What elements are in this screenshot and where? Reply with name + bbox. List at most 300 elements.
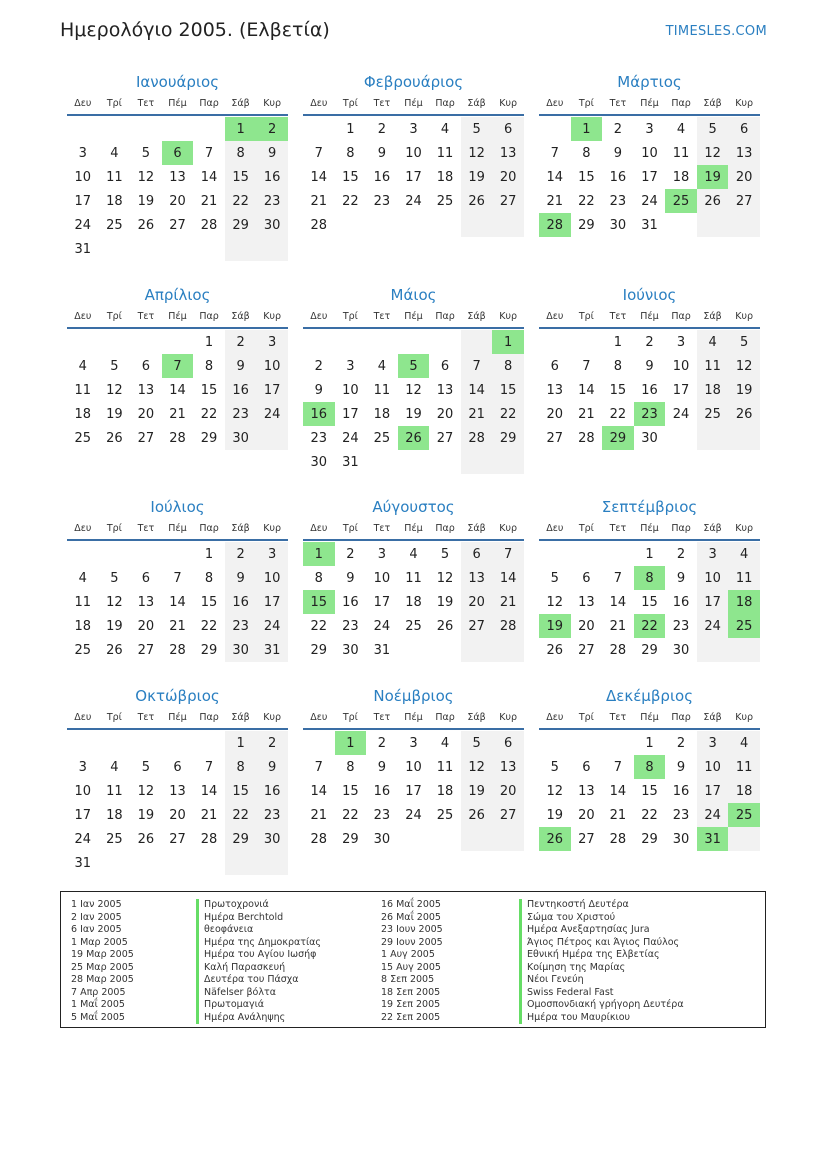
day-cell: 6	[440, 358, 450, 374]
day-cell: 25	[665, 189, 697, 213]
day-cell: 2	[314, 358, 323, 374]
day-cell: 16	[373, 169, 391, 185]
weekday-label: Πέμ	[168, 98, 187, 109]
legend-holiday-name: Swiss Federal Fast	[519, 987, 684, 1000]
empty-cell	[303, 117, 335, 141]
day-cell: 24	[74, 831, 92, 847]
day-grid	[303, 542, 524, 662]
day-cell: 7	[162, 354, 194, 378]
day-cell: 5	[440, 546, 450, 562]
day-cell: 9	[676, 759, 686, 775]
legend-date: 29 Ιουν 2005	[381, 936, 443, 948]
day-cell: 9	[346, 570, 355, 586]
month-block	[67, 685, 288, 875]
day-cell: 15	[200, 594, 218, 610]
empty-cell	[256, 851, 288, 875]
weekday-label: Τετ	[373, 712, 391, 723]
legend-holiday-name: Ομοσπονδιακή γρήγορη Δευτέρα	[519, 999, 684, 1012]
weekday-label: Παρ	[199, 98, 219, 109]
weekday-label: Δευ	[310, 98, 328, 109]
empty-cell	[398, 213, 430, 237]
month-name: Δεκέμβριος	[605, 687, 693, 705]
legend-date: 19 Μαρ 2005	[71, 949, 134, 960]
legend-date: 6 Ιαν 2005	[71, 924, 122, 935]
day-cell: 19	[728, 378, 760, 402]
month-name: Ιανουάριος	[135, 73, 219, 91]
weekday-label: Παρ	[671, 523, 691, 534]
day-cell: 26	[106, 430, 123, 446]
day-cell: 21	[578, 406, 595, 422]
weekday-label: Κυρ	[263, 523, 282, 534]
day-grid	[539, 117, 760, 237]
legend-date: 7 Απρ 2005	[71, 986, 126, 998]
day-cell: 14	[310, 783, 328, 799]
day-cell: 9	[377, 759, 387, 775]
empty-cell	[429, 827, 461, 851]
weekday-label: Κυρ	[735, 712, 754, 723]
day-cell: 16	[641, 382, 658, 398]
day-cell: 14	[169, 382, 186, 398]
day-cell: 9	[256, 141, 288, 165]
empty-cell	[492, 827, 524, 851]
day-cell: 23	[609, 193, 627, 209]
page-title: Ημερολόγιο 2005. (Ελβετία)	[60, 19, 330, 41]
legend-date-column	[381, 899, 443, 1024]
day-cell: 25	[728, 614, 760, 638]
legend-date: 1 Μαΐ 2005	[71, 999, 125, 1010]
day-cell: 30	[225, 638, 257, 662]
weekday-label: Σάβ	[703, 712, 722, 723]
legend-date: 2 Ιαν 2005	[71, 911, 122, 923]
holiday-legend	[60, 891, 766, 1028]
day-cell: 8	[492, 354, 524, 378]
day-cell: 5	[728, 330, 760, 354]
day-cell: 12	[106, 594, 123, 610]
legend-date: 26 Μαΐ 2005	[381, 911, 441, 923]
day-cell: 22	[492, 402, 524, 426]
month-block	[303, 71, 524, 237]
weekday-label: Κυρ	[263, 311, 282, 322]
day-cell: 3	[78, 145, 87, 161]
day-cell: 3	[645, 121, 654, 137]
day-cell: 7	[204, 145, 214, 161]
weekday-label: Τετ	[609, 311, 627, 322]
legend-date: 8 Σεπ 2005	[381, 974, 435, 985]
day-cell: 15	[609, 382, 627, 398]
day-cell: 13	[461, 566, 493, 590]
day-cell: 30	[641, 430, 658, 446]
day-cell: 24	[74, 217, 92, 233]
day-cell: 2	[645, 334, 654, 350]
weekday-label: Κυρ	[499, 311, 518, 322]
day-cell: 12	[137, 169, 155, 185]
day-cell: 25	[728, 803, 760, 827]
day-cell: 19	[137, 807, 155, 823]
day-cell: 24	[672, 406, 690, 422]
empty-cell	[99, 731, 131, 755]
day-cell: 28	[609, 642, 627, 658]
day-cell: 20	[578, 807, 595, 823]
day-cell: 2	[676, 546, 686, 562]
weekday-label: Δευ	[546, 98, 564, 109]
day-grid	[539, 542, 760, 662]
day-cell: 4	[440, 735, 450, 751]
day-cell: 18	[436, 783, 454, 799]
day-cell: 11	[74, 594, 92, 610]
day-cell: 26	[461, 189, 493, 213]
weekday-label: Πέμ	[404, 311, 423, 322]
empty-cell	[130, 237, 162, 261]
day-cell: 26	[137, 831, 155, 847]
empty-cell	[162, 237, 194, 261]
day-cell: 31	[74, 855, 92, 871]
day-cell: 10	[697, 755, 729, 779]
legend-holiday-name: Νέοι Γενεύη	[519, 974, 684, 987]
empty-cell	[665, 213, 697, 237]
weekday-label: Πέμ	[640, 523, 659, 534]
day-cell: 21	[169, 406, 186, 422]
day-cell: 12	[106, 382, 123, 398]
day-cell: 24	[697, 614, 729, 638]
day-cell: 3	[78, 759, 87, 775]
day-cell: 16	[225, 378, 257, 402]
day-cell: 29	[641, 831, 658, 847]
day-cell: 19	[436, 594, 454, 610]
empty-cell	[130, 330, 162, 354]
header-rule	[67, 539, 288, 541]
empty-cell	[539, 542, 571, 566]
legend-holiday-name: Πρωτοχρονιά	[196, 899, 321, 912]
empty-cell	[256, 426, 288, 450]
day-cell: 14	[461, 378, 493, 402]
day-cell: 20	[461, 590, 493, 614]
day-cell: 8	[346, 759, 355, 775]
weekday-label: Τρί	[342, 523, 358, 534]
header-rule	[67, 728, 288, 730]
empty-cell	[461, 827, 493, 851]
day-cell: 2	[377, 735, 387, 751]
day-cell: 9	[225, 566, 257, 590]
empty-cell	[225, 851, 257, 875]
day-cell: 10	[697, 566, 729, 590]
empty-cell	[728, 827, 760, 851]
weekday-label: Τρί	[578, 523, 594, 534]
day-cell: 1	[204, 546, 214, 562]
weekday-label: Σάβ	[231, 98, 250, 109]
empty-cell	[398, 450, 430, 474]
day-cell: 8	[225, 755, 257, 779]
month-block	[67, 71, 288, 261]
weekday-label: Πέμ	[168, 523, 187, 534]
day-cell: 29	[225, 213, 257, 237]
empty-cell	[225, 237, 257, 261]
day-cell: 23	[672, 807, 690, 823]
day-cell: 10	[342, 382, 359, 398]
day-cell: 17	[405, 783, 422, 799]
day-cell: 8	[204, 358, 214, 374]
day-cell: 14	[169, 594, 186, 610]
day-cell: 8	[634, 566, 666, 590]
legend-holiday-name: Ημέρα του Μαυρίκιου	[519, 1012, 684, 1025]
weekday-label: Πέμ	[404, 712, 423, 723]
weekday-label: Παρ	[671, 311, 691, 322]
weekday-label: Τρί	[106, 98, 122, 109]
month-block	[67, 284, 288, 450]
day-grid	[303, 731, 524, 851]
day-grid	[67, 731, 288, 875]
day-cell: 5	[550, 570, 559, 586]
day-cell: 18	[728, 590, 760, 614]
day-cell: 18	[436, 169, 454, 185]
empty-cell	[728, 213, 760, 237]
day-cell: 17	[342, 406, 359, 422]
empty-cell	[162, 731, 194, 755]
empty-cell	[99, 117, 131, 141]
day-cell: 9	[225, 354, 257, 378]
day-cell: 16	[342, 594, 359, 610]
weekday-label: Τετ	[137, 523, 155, 534]
legend-holiday-name: Δευτέρα του Πάσχα	[196, 974, 321, 987]
day-cell: 19	[546, 807, 564, 823]
day-cell: 28	[310, 831, 328, 847]
day-cell: 12	[137, 783, 155, 799]
day-cell: 21	[169, 618, 186, 634]
day-cell: 28	[310, 217, 328, 233]
weekday-label: Παρ	[199, 311, 219, 322]
month-name: Σεπτέμβριος	[601, 498, 698, 516]
day-cell: 2	[613, 121, 623, 137]
day-cell: 15	[225, 165, 257, 189]
empty-cell	[697, 638, 729, 662]
month-name: Οκτώβριος	[135, 687, 220, 705]
day-cell: 9	[676, 570, 686, 586]
day-cell: 16	[303, 402, 335, 426]
brand-link[interactable]: TIMESLES.COM	[665, 24, 767, 39]
day-cell: 7	[550, 145, 559, 161]
weekday-label: Τετ	[137, 98, 155, 109]
day-cell: 24	[256, 614, 288, 638]
day-cell: 17	[405, 169, 422, 185]
empty-cell	[539, 330, 571, 354]
day-cell: 12	[461, 141, 493, 165]
header-rule	[539, 327, 760, 329]
day-grid	[67, 330, 288, 450]
empty-cell	[429, 450, 461, 474]
legend-holiday-name: θεοφάνεια	[196, 924, 321, 937]
day-cell: 11	[728, 755, 760, 779]
weekday-label: Τετ	[609, 523, 627, 534]
empty-cell	[429, 213, 461, 237]
day-cell: 11	[728, 566, 760, 590]
day-cell: 4	[697, 330, 729, 354]
weekday-header	[303, 518, 524, 539]
empty-cell	[571, 542, 603, 566]
empty-cell	[67, 117, 99, 141]
day-cell: 18	[697, 378, 729, 402]
day-cell: 20	[137, 618, 155, 634]
weekday-label: Πέμ	[640, 98, 659, 109]
day-cell: 9	[645, 358, 654, 374]
day-cell: 16	[256, 779, 288, 803]
day-cell: 20	[169, 193, 186, 209]
month-block	[303, 284, 524, 474]
day-cell: 8	[225, 141, 257, 165]
day-cell: 27	[137, 430, 155, 446]
legend-date: 16 Μαΐ 2005	[381, 899, 441, 910]
day-cell: 19	[461, 165, 493, 189]
day-cell: 7	[613, 759, 623, 775]
day-cell: 14	[578, 382, 595, 398]
month-block	[539, 685, 760, 851]
weekday-label: Σάβ	[467, 311, 486, 322]
day-cell: 2	[377, 121, 387, 137]
day-cell: 23	[672, 618, 690, 634]
day-cell: 5	[550, 759, 559, 775]
empty-cell	[571, 731, 603, 755]
day-cell: 7	[492, 542, 524, 566]
day-cell: 13	[436, 382, 454, 398]
day-cell: 4	[409, 546, 418, 562]
day-cell: 26	[436, 618, 454, 634]
legend-date: 5 Μαΐ 2005	[71, 1011, 125, 1023]
day-cell: 4	[676, 121, 686, 137]
weekday-header	[539, 707, 760, 728]
empty-cell	[461, 638, 493, 662]
weekday-label: Τρί	[106, 311, 122, 322]
day-cell: 10	[74, 783, 92, 799]
day-cell: 23	[373, 193, 391, 209]
legend-date-column	[71, 899, 134, 1024]
day-cell: 18	[728, 779, 760, 803]
day-cell: 29	[641, 642, 658, 658]
day-cell: 30	[672, 642, 690, 658]
day-cell: 1	[571, 117, 603, 141]
empty-cell	[366, 213, 398, 237]
day-cell: 11	[74, 382, 92, 398]
weekday-label: Τετ	[373, 98, 391, 109]
day-cell: 1	[225, 117, 257, 141]
day-cell: 5	[697, 117, 729, 141]
legend-holiday-name: Εθνική Ημέρα της Ελβετίας	[519, 949, 684, 962]
weekday-label: Σάβ	[231, 311, 250, 322]
day-cell: 6	[141, 358, 151, 374]
day-cell: 13	[169, 169, 186, 185]
weekday-label: Κυρ	[735, 98, 754, 109]
day-cell: 11	[697, 354, 729, 378]
empty-cell	[335, 213, 367, 237]
day-cell: 27	[492, 189, 524, 213]
day-cell: 23	[634, 402, 666, 426]
weekday-label: Σάβ	[231, 712, 250, 723]
day-cell: 23	[342, 618, 359, 634]
legend-name-column	[519, 899, 684, 1024]
day-cell: 28	[169, 642, 186, 658]
day-cell: 15	[578, 169, 595, 185]
day-grid	[539, 731, 760, 851]
day-cell: 2	[676, 735, 686, 751]
day-cell: 26	[398, 426, 430, 450]
day-cell: 3	[409, 735, 418, 751]
weekday-label: Τετ	[373, 311, 391, 322]
weekday-label: Πέμ	[168, 712, 187, 723]
day-cell: 15	[225, 779, 257, 803]
day-cell: 6	[492, 117, 524, 141]
day-cell: 25	[74, 430, 92, 446]
day-cell: 2	[346, 546, 355, 562]
weekday-label: Σάβ	[231, 523, 250, 534]
day-cell: 11	[106, 783, 123, 799]
day-cell: 18	[106, 807, 123, 823]
weekday-label: Τετ	[373, 523, 391, 534]
day-cell: 11	[373, 382, 391, 398]
day-cell: 30	[256, 213, 288, 237]
month-name: Φεβρουάριος	[363, 73, 464, 91]
month-block	[67, 496, 288, 662]
legend-name-column	[196, 899, 321, 1024]
day-cell: 6	[550, 358, 559, 374]
legend-date: 1 Μαρ 2005	[71, 936, 128, 948]
day-cell: 3	[697, 731, 729, 755]
weekday-label: Κυρ	[263, 98, 282, 109]
day-cell: 22	[634, 614, 666, 638]
day-cell: 27	[169, 831, 186, 847]
empty-cell	[728, 426, 760, 450]
weekday-label: Πέμ	[404, 523, 423, 534]
day-cell: 4	[728, 731, 760, 755]
day-cell: 31	[697, 827, 729, 851]
weekday-label: Τρί	[578, 311, 594, 322]
legend-date: 19 Σεπ 2005	[381, 999, 441, 1010]
day-cell: 24	[342, 430, 359, 446]
weekday-label: Δευ	[310, 311, 328, 322]
day-cell: 7	[613, 570, 623, 586]
empty-cell	[162, 542, 194, 566]
empty-cell	[697, 426, 729, 450]
day-cell: 3	[256, 542, 288, 566]
day-cell: 28	[200, 217, 218, 233]
day-cell: 4	[440, 121, 450, 137]
month-name: Ιούνιος	[622, 286, 677, 304]
header-rule	[303, 327, 524, 329]
empty-cell	[303, 330, 335, 354]
day-cell: 2	[256, 117, 288, 141]
header-rule	[303, 539, 524, 541]
legend-holiday-name: Ημέρα Ανάληψης	[196, 1012, 321, 1025]
weekday-header	[303, 306, 524, 327]
weekday-label: Σάβ	[467, 98, 486, 109]
empty-cell	[130, 851, 162, 875]
weekday-label: Τρί	[342, 311, 358, 322]
weekday-label: Δευ	[74, 523, 92, 534]
day-cell: 6	[461, 542, 493, 566]
legend-holiday-name: Πρωτομαγιά	[196, 999, 321, 1012]
day-cell: 22	[225, 189, 257, 213]
day-cell: 30	[609, 217, 627, 233]
day-cell: 20	[492, 779, 524, 803]
weekday-label: Παρ	[435, 98, 455, 109]
day-cell: 4	[377, 358, 387, 374]
day-cell: 14	[200, 169, 218, 185]
empty-cell	[602, 542, 634, 566]
empty-cell	[256, 237, 288, 261]
month-name: Ιούλιος	[150, 498, 205, 516]
day-cell: 20	[546, 406, 564, 422]
day-cell: 14	[200, 783, 218, 799]
weekday-label: Παρ	[199, 523, 219, 534]
day-cell: 29	[310, 642, 328, 658]
day-cell: 31	[342, 454, 359, 470]
empty-cell	[99, 237, 131, 261]
